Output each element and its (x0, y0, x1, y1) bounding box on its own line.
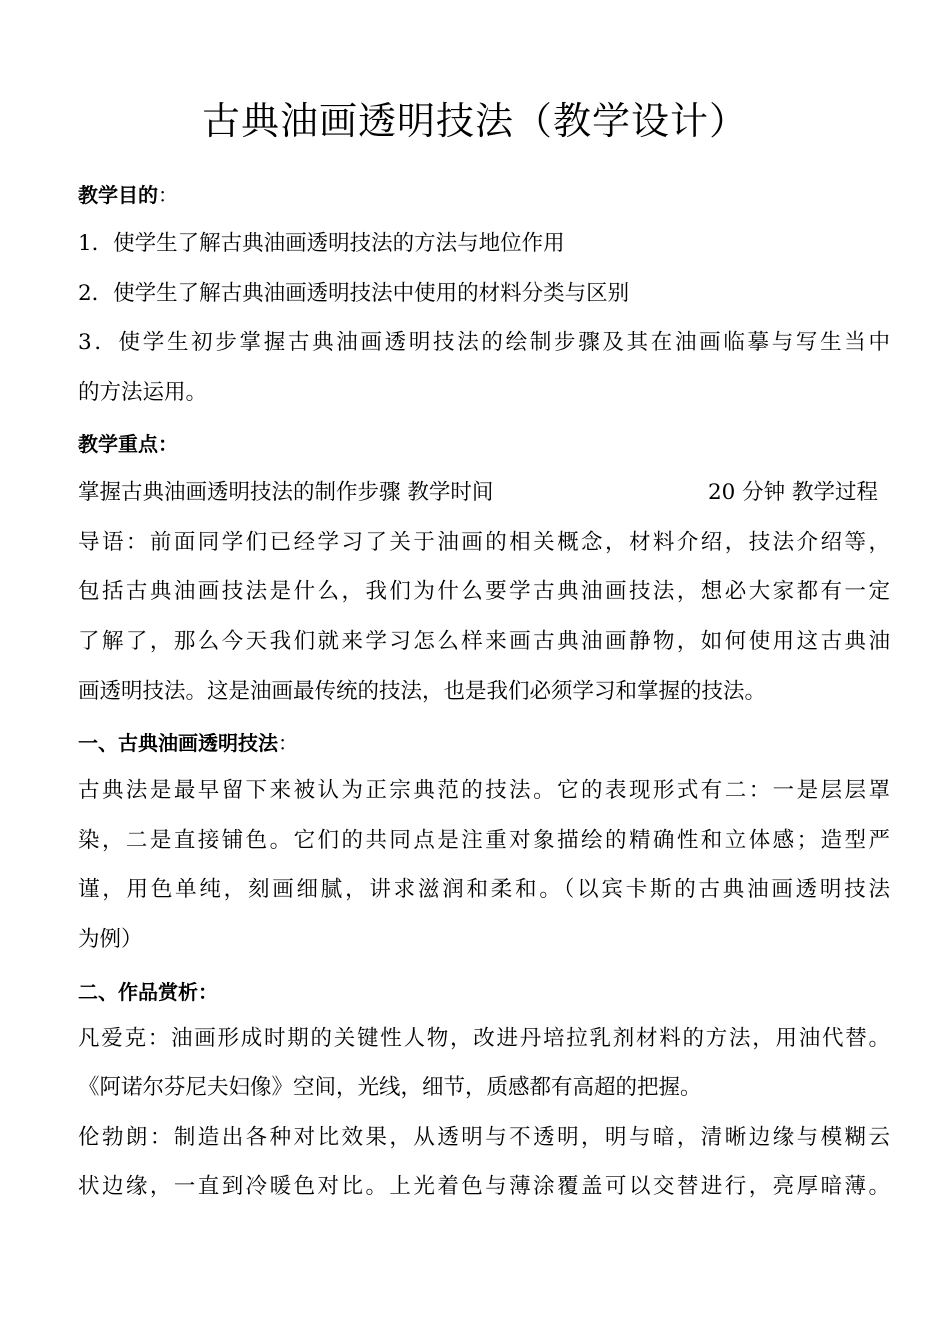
objective-line-4: 的方法运用。 (78, 380, 208, 405)
section1-line-4: 为例） (78, 927, 143, 952)
section1-heading-text: 一、古典油画透明技法 (78, 731, 278, 755)
objectives-heading-colon: ： (158, 183, 178, 207)
section1-line-1: 古典法是最早留下来被认为正宗典范的技法。它的表现形式有二：一是层层罩 (78, 778, 890, 803)
key-points-row (78, 478, 878, 508)
objective-line-2: 2．使学生了解古典油画透明技法中使用的材料分类与区别 (78, 281, 630, 306)
section2-line-2: 《阿诺尔芬尼夫妇像》空间，光线，细节，质感都有高超的把握。 (78, 1075, 702, 1100)
section1-heading-colon: ： (278, 731, 298, 755)
key-points-line-left: 掌握古典油画透明技法的制作步骤 教学时间 (78, 480, 494, 505)
section2-line-1: 凡爱克：油画形成时期的关键性人物，改进丹培拉乳剂材料的方法，用油代替。 (78, 1026, 890, 1051)
key-points-heading: 教学重点： (78, 432, 178, 456)
intro-line-4: 画透明技法。这是油画最传统的技法，也是我们必须学习和掌握的技法。 (78, 679, 767, 704)
objectives-heading (78, 180, 890, 210)
intro-line-3: 了解了，那么今天我们就来学习怎么样来画古典油画静物，如何使用这古典油 (78, 629, 890, 654)
objective-line-3: 3．使学生初步掌握古典油画透明技法的绘制步骤及其在油画临摹与写生当中 (78, 330, 890, 355)
document-title: 古典油画透明技法（教学设计） (201, 99, 748, 143)
intro-line-2: 包括古典油画技法是什么，我们为什么要学古典油画技法，想必大家都有一定 (78, 579, 890, 604)
objective-line-1: 1．使学生了解古典油画透明技法的方法与地位作用 (78, 231, 565, 256)
section1-heading (78, 728, 890, 758)
objectives-heading-text: 教学目的 (78, 183, 158, 207)
section1-line-3: 谨，用色单纯，刻画细腻，讲求滋润和柔和。（以宾卡斯的古典油画透明技法 (78, 877, 890, 902)
section2-line-4: 状边缘，一直到冷暖色对比。上光着色与薄涂覆盖可以交替进行，亮厚暗薄。 (78, 1174, 890, 1199)
section2-line-3: 伦勃朗：制造出各种对比效果，从透明与不透明，明与暗，清晰边缘与模糊云 (78, 1125, 890, 1150)
section2-heading: 二、作品赏析： (78, 980, 218, 1004)
intro-line-1: 导语：前面同学们已经学习了关于油画的相关概念，材料介绍，技法介绍等， (78, 530, 890, 555)
key-points-line-right: 20 分钟 教学过程 (707, 480, 878, 505)
section1-line-2: 染，二是直接铺色。它们的共同点是注重对象描绘的精确性和立体感；造型严 (78, 828, 890, 853)
